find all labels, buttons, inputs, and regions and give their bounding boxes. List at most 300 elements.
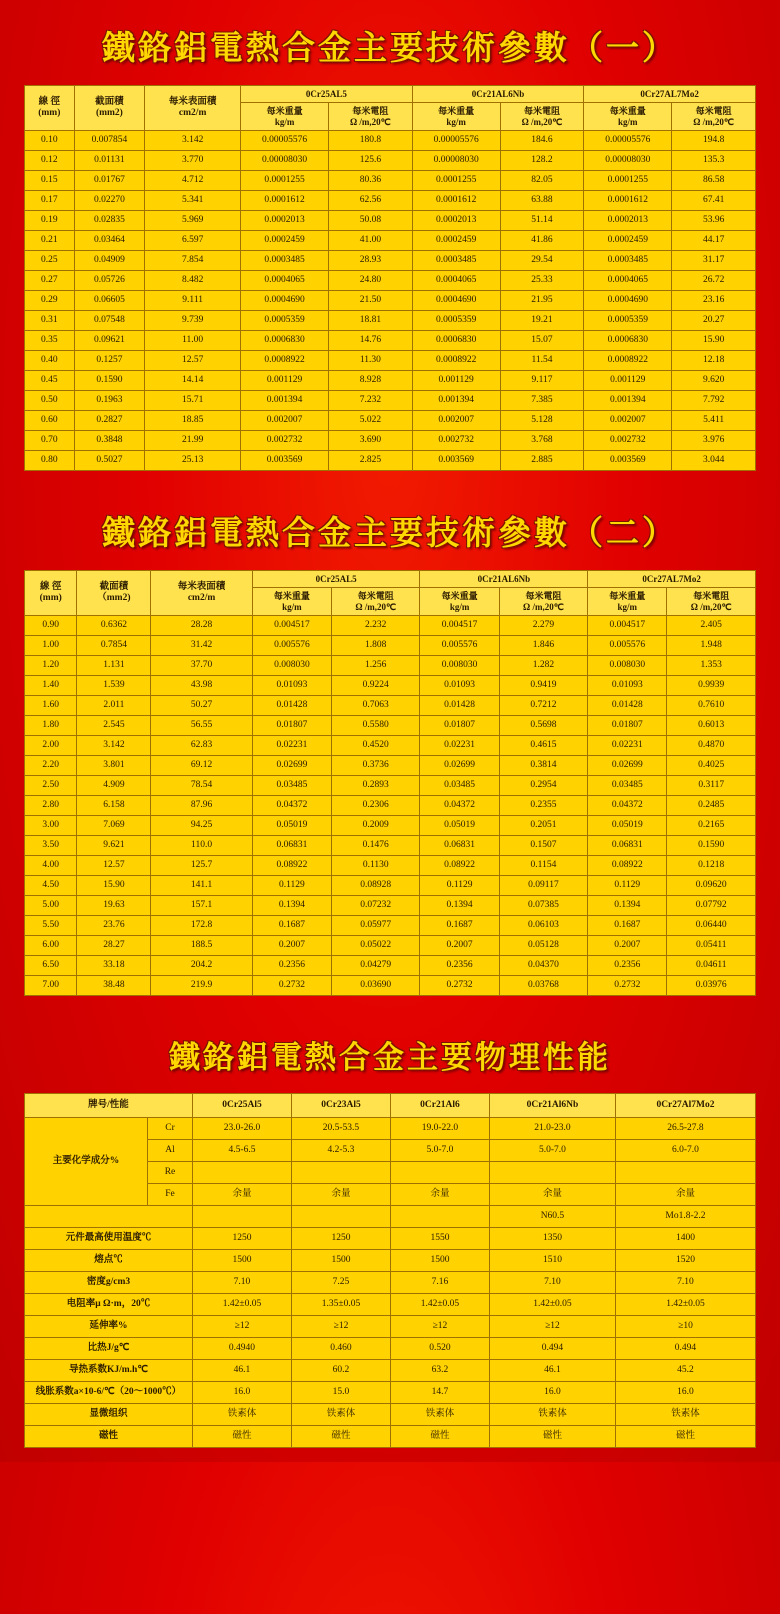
property-value-3: 1350 bbox=[489, 1228, 615, 1250]
cell-c8: 12.18 bbox=[672, 351, 756, 371]
cell-c1: 3.801 bbox=[77, 756, 151, 776]
cell-c0: 1.00 bbox=[25, 636, 77, 656]
cell-c7: 0.1394 bbox=[588, 896, 667, 916]
cell-c7: 0.1129 bbox=[588, 876, 667, 896]
section-technical-parameters-1 bbox=[0, 0, 780, 485]
table-row bbox=[25, 231, 756, 251]
cell-c5: 0.00005576 bbox=[412, 131, 500, 151]
cell-c4: 50.08 bbox=[329, 211, 413, 231]
header-area: 截面積 （mm2) bbox=[77, 571, 151, 616]
composition-value-2: 5.0-7.0 bbox=[390, 1140, 489, 1162]
cell-c2: 5.341 bbox=[145, 191, 241, 211]
property-row bbox=[25, 1294, 756, 1316]
property-value-3: 磁性 bbox=[489, 1426, 615, 1448]
header-group-0cr21al6nb: 0Cr21AL6Nb bbox=[412, 86, 584, 103]
cell-c4: 0.9224 bbox=[332, 676, 420, 696]
cell-c6: 3.768 bbox=[500, 431, 584, 451]
cell-c5: 0.05019 bbox=[420, 816, 499, 836]
cell-c7: 0.05019 bbox=[588, 816, 667, 836]
cell-c1: 19.63 bbox=[77, 896, 151, 916]
cell-c5: 0.01428 bbox=[420, 696, 499, 716]
table-header-row-3 bbox=[25, 1094, 756, 1118]
cell-c1: 4.909 bbox=[77, 776, 151, 796]
cell-c2: 125.7 bbox=[151, 856, 252, 876]
cell-c0: 2.80 bbox=[25, 796, 77, 816]
cell-c0: 3.50 bbox=[25, 836, 77, 856]
property-value-1: 1.35±0.05 bbox=[291, 1294, 390, 1316]
property-value-1: 铁素体 bbox=[291, 1404, 390, 1426]
cell-c7: 0.002732 bbox=[584, 431, 672, 451]
property-value-0: ≥12 bbox=[193, 1316, 292, 1338]
table-row bbox=[25, 431, 756, 451]
cell-c6: 0.06103 bbox=[499, 916, 587, 936]
cell-c2: 7.854 bbox=[145, 251, 241, 271]
cell-c7: 0.008030 bbox=[588, 656, 667, 676]
header-wire-diameter: 線 徑 (mm) bbox=[25, 571, 77, 616]
table-row bbox=[25, 171, 756, 191]
cell-c8: 0.4025 bbox=[667, 756, 756, 776]
property-value-4: 7.10 bbox=[615, 1272, 755, 1294]
table-head-1 bbox=[25, 86, 756, 131]
cell-c4: 0.08928 bbox=[332, 876, 420, 896]
cell-c7: 0.001129 bbox=[584, 371, 672, 391]
header-group-0cr21al6nb: 0Cr21AL6Nb bbox=[420, 571, 588, 588]
cell-c6: 5.128 bbox=[500, 411, 584, 431]
cell-c6: 29.54 bbox=[500, 251, 584, 271]
cell-c0: 7.00 bbox=[25, 976, 77, 996]
cell-c5: 0.001394 bbox=[412, 391, 500, 411]
cell-c4: 0.1130 bbox=[332, 856, 420, 876]
composition-value-0: 余量 bbox=[193, 1184, 292, 1206]
property-value-0: 0.4940 bbox=[193, 1338, 292, 1360]
cell-c2: 219.9 bbox=[151, 976, 252, 996]
header-resistance-2: 每米電阻 Ω /m,20℃ bbox=[500, 103, 584, 131]
cell-c8: 67.41 bbox=[672, 191, 756, 211]
cell-c3: 0.0002013 bbox=[241, 211, 329, 231]
cell-c6: 1.282 bbox=[499, 656, 587, 676]
cell-c2: 6.597 bbox=[145, 231, 241, 251]
property-value-2: 1.42±0.05 bbox=[390, 1294, 489, 1316]
cell-c3: 0.0005359 bbox=[241, 311, 329, 331]
cell-c2: 56.55 bbox=[151, 716, 252, 736]
cell-c7: 0.03485 bbox=[588, 776, 667, 796]
cell-c4: 5.022 bbox=[329, 411, 413, 431]
cell-c6: 0.1507 bbox=[499, 836, 587, 856]
cell-c4: 0.07232 bbox=[332, 896, 420, 916]
header-weight-3: 每米重量 kg/m bbox=[584, 103, 672, 131]
cell-c7: 0.1687 bbox=[588, 916, 667, 936]
composition-value-4: 26.5-27.8 bbox=[615, 1118, 755, 1140]
property-value-1: 15.0 bbox=[291, 1382, 390, 1404]
cell-c8: 0.04611 bbox=[667, 956, 756, 976]
cell-c0: 4.50 bbox=[25, 876, 77, 896]
cell-c5: 0.01807 bbox=[420, 716, 499, 736]
cell-c5: 0.0004690 bbox=[412, 291, 500, 311]
cell-c0: 0.80 bbox=[25, 451, 75, 471]
header-group-0cr25al5: 0Cr25AL5 bbox=[241, 86, 413, 103]
composition-value-3: 余量 bbox=[489, 1184, 615, 1206]
cell-c7: 0.0002459 bbox=[584, 231, 672, 251]
cell-c4: 80.36 bbox=[329, 171, 413, 191]
cell-c1: 0.01131 bbox=[74, 151, 145, 171]
cell-c2: 37.70 bbox=[151, 656, 252, 676]
cell-c1: 33.18 bbox=[77, 956, 151, 976]
cell-c1: 0.3848 bbox=[74, 431, 145, 451]
cell-c6: 51.14 bbox=[500, 211, 584, 231]
table-row bbox=[25, 151, 756, 171]
table-body-1 bbox=[25, 131, 756, 471]
cell-c2: 15.71 bbox=[145, 391, 241, 411]
table-row bbox=[25, 836, 756, 856]
cell-c5: 0.01093 bbox=[420, 676, 499, 696]
cell-c7: 0.01428 bbox=[588, 696, 667, 716]
property-row bbox=[25, 1404, 756, 1426]
property-value-1: 磁性 bbox=[291, 1426, 390, 1448]
cell-c5: 0.06831 bbox=[420, 836, 499, 856]
cell-c1: 6.158 bbox=[77, 796, 151, 816]
cell-c5: 0.03485 bbox=[420, 776, 499, 796]
property-value-2: 1550 bbox=[390, 1228, 489, 1250]
property-value-4: 1.42±0.05 bbox=[615, 1294, 755, 1316]
table-row bbox=[25, 636, 756, 656]
cell-c6: 0.07385 bbox=[499, 896, 587, 916]
composition-value-0: 23.0-26.0 bbox=[193, 1118, 292, 1140]
cell-c8: 0.06440 bbox=[667, 916, 756, 936]
cell-c2: 87.96 bbox=[151, 796, 252, 816]
property-value-4: 0.494 bbox=[615, 1338, 755, 1360]
property-value-4: 16.0 bbox=[615, 1382, 755, 1404]
cell-c0: 2.00 bbox=[25, 736, 77, 756]
cell-c0: 1.20 bbox=[25, 656, 77, 676]
cell-c5: 0.1394 bbox=[420, 896, 499, 916]
table-row bbox=[25, 696, 756, 716]
cell-c0: 0.19 bbox=[25, 211, 75, 231]
property-value-4: ≥10 bbox=[615, 1316, 755, 1338]
header-grade-property: 牌号/性能 bbox=[25, 1094, 193, 1118]
cell-c2: 43.98 bbox=[151, 676, 252, 696]
composition-value-1 bbox=[291, 1162, 390, 1184]
cell-c4: 14.76 bbox=[329, 331, 413, 351]
cell-c5: 0.0002459 bbox=[412, 231, 500, 251]
cell-c1: 38.48 bbox=[77, 976, 151, 996]
cell-c7: 0.002007 bbox=[584, 411, 672, 431]
cell-c4: 1.256 bbox=[332, 656, 420, 676]
property-value-0: 1.42±0.05 bbox=[193, 1294, 292, 1316]
cell-c6: 0.2954 bbox=[499, 776, 587, 796]
property-value-0: 7.10 bbox=[193, 1272, 292, 1294]
cell-c8: 0.03976 bbox=[667, 976, 756, 996]
property-value-2: 7.16 bbox=[390, 1272, 489, 1294]
cell-c4: 0.1476 bbox=[332, 836, 420, 856]
header-resistance-3: 每米電阻 Ω /m,20℃ bbox=[667, 588, 756, 616]
cell-c4: 62.56 bbox=[329, 191, 413, 211]
property-value-2: 14.7 bbox=[390, 1382, 489, 1404]
cell-c6: 184.6 bbox=[500, 131, 584, 151]
cell-c8: 194.8 bbox=[672, 131, 756, 151]
cell-c5: 0.005576 bbox=[420, 636, 499, 656]
composition-value-1: 4.2-5.3 bbox=[291, 1140, 390, 1162]
cell-c8: 86.58 bbox=[672, 171, 756, 191]
header-grade-1: 0Cr23Al5 bbox=[291, 1094, 390, 1118]
cell-c1: 0.07548 bbox=[74, 311, 145, 331]
table-row bbox=[25, 916, 756, 936]
header-group-0cr27al7mo2: 0Cr27AL7Mo2 bbox=[588, 571, 756, 588]
cell-c6: 1.846 bbox=[499, 636, 587, 656]
cell-c3: 0.1687 bbox=[252, 916, 331, 936]
cell-c8: 23.16 bbox=[672, 291, 756, 311]
property-value-2: ≥12 bbox=[390, 1316, 489, 1338]
cell-c4: 125.6 bbox=[329, 151, 413, 171]
cell-c8: 0.9939 bbox=[667, 676, 756, 696]
cell-c1: 2.011 bbox=[77, 696, 151, 716]
cell-c3: 0.01428 bbox=[252, 696, 331, 716]
cell-c6: 0.05128 bbox=[499, 936, 587, 956]
cell-c4: 180.8 bbox=[329, 131, 413, 151]
property-value-2: 0.520 bbox=[390, 1338, 489, 1360]
cell-c7: 0.004517 bbox=[588, 616, 667, 636]
cell-c3: 0.0004690 bbox=[241, 291, 329, 311]
cell-c0: 0.40 bbox=[25, 351, 75, 371]
cell-c1: 2.545 bbox=[77, 716, 151, 736]
cell-c2: 50.27 bbox=[151, 696, 252, 716]
header-surface-area: 每米表面積 cm2/m bbox=[145, 86, 241, 131]
cell-c0: 0.45 bbox=[25, 371, 75, 391]
property-label: 磁性 bbox=[25, 1426, 193, 1448]
cell-c2: 3.770 bbox=[145, 151, 241, 171]
cell-c5: 0.00008030 bbox=[412, 151, 500, 171]
property-label: 元件最高使用温度℃ bbox=[25, 1228, 193, 1250]
cell-c5: 0.2007 bbox=[420, 936, 499, 956]
property-value-3: 1510 bbox=[489, 1250, 615, 1272]
cell-c6: 0.1154 bbox=[499, 856, 587, 876]
cell-c1: 15.90 bbox=[77, 876, 151, 896]
header-wire-diameter: 線 徑 (mm) bbox=[25, 86, 75, 131]
cell-c0: 5.00 bbox=[25, 896, 77, 916]
cell-c4: 0.2893 bbox=[332, 776, 420, 796]
cell-c1: 0.5027 bbox=[74, 451, 145, 471]
header-weight-3: 每米重量 kg/m bbox=[588, 588, 667, 616]
cell-c7: 0.02699 bbox=[588, 756, 667, 776]
cell-c6: 128.2 bbox=[500, 151, 584, 171]
cell-c0: 2.20 bbox=[25, 756, 77, 776]
property-value-4: 铁素体 bbox=[615, 1404, 755, 1426]
cell-c8: 0.05411 bbox=[667, 936, 756, 956]
table-physical bbox=[24, 1093, 756, 1448]
header-weight-1: 每米重量 kg/m bbox=[241, 103, 329, 131]
cell-c5: 0.1129 bbox=[420, 876, 499, 896]
header-grade-2: 0Cr21Al6 bbox=[390, 1094, 489, 1118]
cell-c6: 82.05 bbox=[500, 171, 584, 191]
cell-c6: 0.4615 bbox=[499, 736, 587, 756]
cell-c2: 28.28 bbox=[151, 616, 252, 636]
table-row bbox=[25, 736, 756, 756]
cell-c3: 0.1394 bbox=[252, 896, 331, 916]
cell-c6: 15.07 bbox=[500, 331, 584, 351]
table-body-2 bbox=[25, 616, 756, 996]
property-value-3: 铁素体 bbox=[489, 1404, 615, 1426]
cell-c2: 157.1 bbox=[151, 896, 252, 916]
table-row bbox=[25, 656, 756, 676]
extra-value-0 bbox=[193, 1206, 292, 1228]
composition-value-2: 余量 bbox=[390, 1184, 489, 1206]
cell-c2: 188.5 bbox=[151, 936, 252, 956]
property-value-2: 1500 bbox=[390, 1250, 489, 1272]
property-row bbox=[25, 1272, 756, 1294]
header-weight-1: 每米重量 kg/m bbox=[252, 588, 331, 616]
property-value-3: 1.42±0.05 bbox=[489, 1294, 615, 1316]
cell-c8: 9.620 bbox=[672, 371, 756, 391]
cell-c3: 0.001129 bbox=[241, 371, 329, 391]
property-value-0: 46.1 bbox=[193, 1360, 292, 1382]
property-label: 密度g/cm3 bbox=[25, 1272, 193, 1294]
cell-c1: 9.621 bbox=[77, 836, 151, 856]
property-label: 延伸率% bbox=[25, 1316, 193, 1338]
cell-c1: 7.069 bbox=[77, 816, 151, 836]
cell-c5: 0.0001612 bbox=[412, 191, 500, 211]
property-row bbox=[25, 1382, 756, 1404]
header-group-0cr25al5: 0Cr25AL5 bbox=[252, 571, 420, 588]
cell-c3: 0.00005576 bbox=[241, 131, 329, 151]
cell-c3: 0.00008030 bbox=[241, 151, 329, 171]
cell-c1: 0.2827 bbox=[74, 411, 145, 431]
table-row bbox=[25, 391, 756, 411]
cell-c6: 11.54 bbox=[500, 351, 584, 371]
cell-c4: 0.05977 bbox=[332, 916, 420, 936]
cell-c5: 0.0008922 bbox=[412, 351, 500, 371]
header-area: 截面積 (mm2) bbox=[74, 86, 145, 131]
composition-row bbox=[25, 1118, 756, 1140]
cell-c3: 0.02699 bbox=[252, 756, 331, 776]
cell-c4: 41.00 bbox=[329, 231, 413, 251]
property-value-1: ≥12 bbox=[291, 1316, 390, 1338]
cell-c0: 5.50 bbox=[25, 916, 77, 936]
property-label: 导热系数KJ/m.h℃ bbox=[25, 1360, 193, 1382]
table-row bbox=[25, 311, 756, 331]
element-symbol: Al bbox=[148, 1140, 193, 1162]
cell-c6: 0.9419 bbox=[499, 676, 587, 696]
element-symbol: Cr bbox=[148, 1118, 193, 1140]
cell-c0: 0.70 bbox=[25, 431, 75, 451]
cell-c3: 0.0003485 bbox=[241, 251, 329, 271]
table-row bbox=[25, 451, 756, 471]
table-wrap-2 bbox=[0, 570, 780, 996]
cell-c7: 0.2356 bbox=[588, 956, 667, 976]
cell-c8: 0.3117 bbox=[667, 776, 756, 796]
cell-c5: 0.08922 bbox=[420, 856, 499, 876]
cell-c3: 0.2356 bbox=[252, 956, 331, 976]
element-symbol: Fe bbox=[148, 1184, 193, 1206]
cell-c7: 0.02231 bbox=[588, 736, 667, 756]
page-title-3: 鐵鉻鋁電熱合金主要物理性能 bbox=[169, 1040, 611, 1076]
cell-c5: 0.002732 bbox=[412, 431, 500, 451]
cell-c7: 0.00005576 bbox=[584, 131, 672, 151]
cell-c0: 1.40 bbox=[25, 676, 77, 696]
cell-c3: 0.0001255 bbox=[241, 171, 329, 191]
table-row bbox=[25, 331, 756, 351]
cell-c0: 0.25 bbox=[25, 251, 75, 271]
cell-c0: 0.31 bbox=[25, 311, 75, 331]
property-value-3: 7.10 bbox=[489, 1272, 615, 1294]
header-grade-4: 0Cr27Al7Mo2 bbox=[615, 1094, 755, 1118]
section-technical-parameters-2 bbox=[0, 485, 780, 1010]
property-value-0: 磁性 bbox=[193, 1426, 292, 1448]
table-header-row-groups-2 bbox=[25, 571, 756, 588]
cell-c7: 0.0001612 bbox=[584, 191, 672, 211]
cell-c8: 0.1218 bbox=[667, 856, 756, 876]
cell-c2: 141.1 bbox=[151, 876, 252, 896]
cell-c7: 0.0003485 bbox=[584, 251, 672, 271]
table-row bbox=[25, 976, 756, 996]
cell-c1: 0.7854 bbox=[77, 636, 151, 656]
cell-c0: 0.90 bbox=[25, 616, 77, 636]
page-title-1: 鐵鉻鋁電熱合金主要技術參數（一） bbox=[102, 31, 678, 67]
cell-c0: 0.35 bbox=[25, 331, 75, 351]
cell-c8: 44.17 bbox=[672, 231, 756, 251]
cell-c3: 0.002732 bbox=[241, 431, 329, 451]
cell-c8: 1.948 bbox=[667, 636, 756, 656]
cell-c1: 0.007854 bbox=[74, 131, 145, 151]
cell-c3: 0.005576 bbox=[252, 636, 331, 656]
cell-c3: 0.003569 bbox=[241, 451, 329, 471]
property-value-4: 1400 bbox=[615, 1228, 755, 1250]
cell-c1: 1.539 bbox=[77, 676, 151, 696]
cell-c0: 0.27 bbox=[25, 271, 75, 291]
table-technical-2 bbox=[24, 570, 756, 996]
property-label: 显微组织 bbox=[25, 1404, 193, 1426]
property-value-4: 1520 bbox=[615, 1250, 755, 1272]
cell-c3: 0.004517 bbox=[252, 616, 331, 636]
table-row bbox=[25, 856, 756, 876]
property-value-3: 46.1 bbox=[489, 1360, 615, 1382]
property-row bbox=[25, 1360, 756, 1382]
property-row bbox=[25, 1316, 756, 1338]
cell-c5: 0.008030 bbox=[420, 656, 499, 676]
cell-c1: 0.1963 bbox=[74, 391, 145, 411]
cell-c1: 0.09621 bbox=[74, 331, 145, 351]
extra-value-2 bbox=[390, 1206, 489, 1228]
cell-c3: 0.2732 bbox=[252, 976, 331, 996]
cell-c0: 3.00 bbox=[25, 816, 77, 836]
cell-c8: 0.6013 bbox=[667, 716, 756, 736]
cell-c8: 0.1590 bbox=[667, 836, 756, 856]
cell-c7: 0.06831 bbox=[588, 836, 667, 856]
cell-c8: 7.792 bbox=[672, 391, 756, 411]
cell-c5: 0.001129 bbox=[412, 371, 500, 391]
cell-c6: 0.03768 bbox=[499, 976, 587, 996]
cell-c3: 0.001394 bbox=[241, 391, 329, 411]
cell-c3: 0.01807 bbox=[252, 716, 331, 736]
cell-c2: 172.8 bbox=[151, 916, 252, 936]
cell-c2: 14.14 bbox=[145, 371, 241, 391]
cell-c4: 0.4520 bbox=[332, 736, 420, 756]
section-physical-properties bbox=[0, 1010, 780, 1462]
cell-c8: 20.27 bbox=[672, 311, 756, 331]
cell-c5: 0.02231 bbox=[420, 736, 499, 756]
table-head-2 bbox=[25, 571, 756, 616]
cell-c3: 0.04372 bbox=[252, 796, 331, 816]
table-row bbox=[25, 191, 756, 211]
table-row bbox=[25, 756, 756, 776]
header-group-0cr27al7mo2: 0Cr27AL7Mo2 bbox=[584, 86, 756, 103]
cell-c4: 0.04279 bbox=[332, 956, 420, 976]
property-value-1: 0.460 bbox=[291, 1338, 390, 1360]
cell-c7: 0.01807 bbox=[588, 716, 667, 736]
cell-c2: 5.969 bbox=[145, 211, 241, 231]
cell-c5: 0.0006830 bbox=[412, 331, 500, 351]
cell-c3: 0.0008922 bbox=[241, 351, 329, 371]
cell-c0: 0.10 bbox=[25, 131, 75, 151]
cell-c5: 0.004517 bbox=[420, 616, 499, 636]
